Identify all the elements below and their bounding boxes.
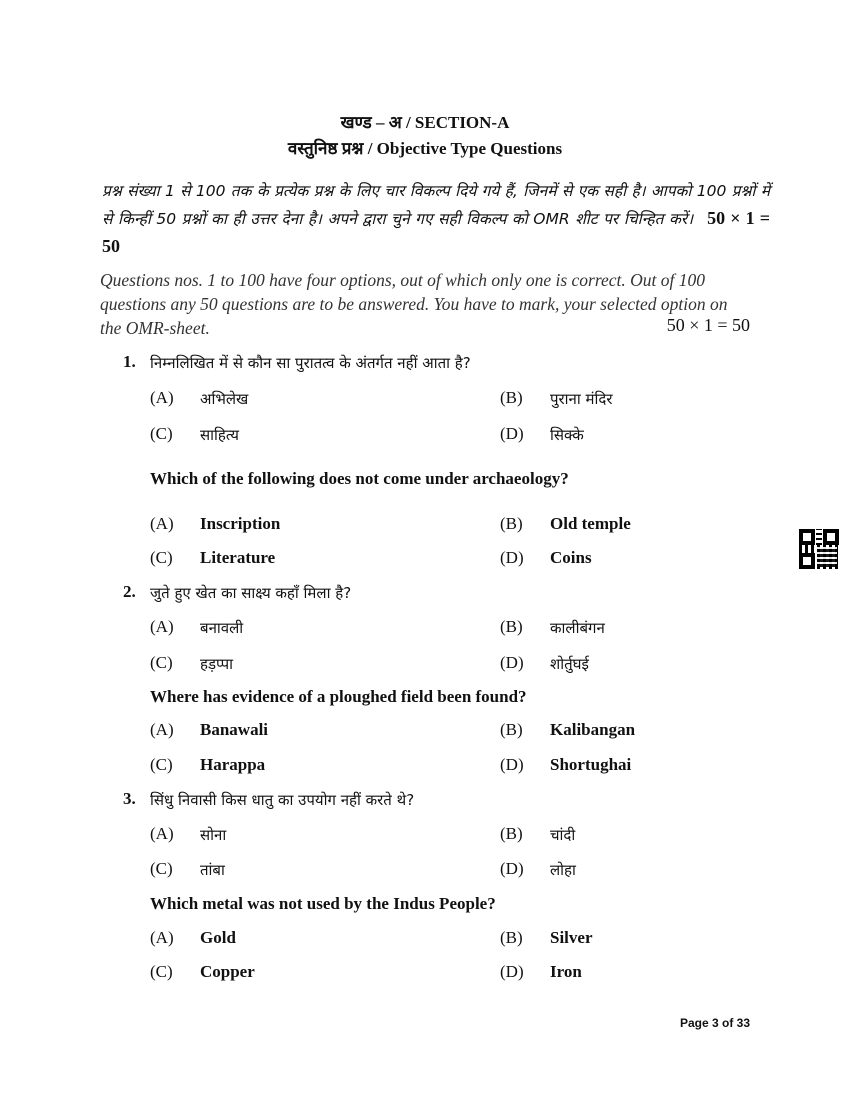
option-text: Old temple bbox=[550, 514, 631, 533]
option-key: (C) bbox=[150, 424, 173, 443]
section-title: खण्ड – अ / SECTION-A bbox=[340, 113, 510, 132]
question-number: 2. bbox=[123, 582, 136, 601]
option-key: (D) bbox=[500, 653, 524, 672]
option-text: शोर्तुघई bbox=[550, 655, 589, 673]
option-key: (A) bbox=[150, 388, 174, 407]
option-key: (B) bbox=[500, 514, 523, 533]
instructions-hindi bbox=[102, 178, 770, 261]
option-text: Coins bbox=[550, 548, 592, 567]
question-text-hindi: जुते हुए खेत का साक्ष्य कहाँ मिला है? bbox=[150, 584, 352, 602]
question-number: 3. bbox=[123, 789, 136, 808]
option-key: (A) bbox=[150, 824, 174, 843]
option-text: Harappa bbox=[200, 755, 266, 774]
option-key: (B) bbox=[500, 928, 523, 947]
option-key: (C) bbox=[150, 755, 173, 774]
instructions-english: Questions nos. 1 to 100 have four options, out of which only one is correct. Out of 100 questions any 50 questions are to be answered. You have to mark, your selected option on the OMR-sheet. bbox=[100, 270, 728, 338]
option-text: सिक्के bbox=[550, 426, 584, 444]
option-text: Shortughai bbox=[550, 755, 632, 774]
option-key: (C) bbox=[150, 859, 173, 878]
option-text: पुराना मंदिर bbox=[550, 390, 613, 408]
question-text-english: Which metal was not used by the Indus People? bbox=[150, 894, 496, 913]
option-key: (A) bbox=[150, 928, 174, 947]
qr-code bbox=[799, 529, 839, 569]
option-key: (C) bbox=[150, 548, 173, 567]
option-text: Iron bbox=[550, 962, 582, 981]
option-key: (A) bbox=[150, 514, 174, 533]
option-key: (D) bbox=[500, 859, 524, 878]
option-key: (B) bbox=[500, 617, 523, 636]
option-key: (A) bbox=[150, 720, 174, 739]
option-text: Silver bbox=[550, 928, 593, 947]
option-key: (D) bbox=[500, 962, 524, 981]
question-text-english: Which of the following does not come under archaeology? bbox=[150, 469, 569, 488]
option-text: Kalibangan bbox=[550, 720, 636, 739]
option-text: Banawali bbox=[200, 720, 269, 739]
option-key: (D) bbox=[500, 755, 524, 774]
option-text: अभिलेख bbox=[200, 390, 249, 408]
question-text-hindi: निम्नलिखित में से कौन सा पुरातत्व के अंतर्गत नहीं आता है? bbox=[150, 354, 471, 372]
option-text: Gold bbox=[200, 928, 236, 947]
option-key: (A) bbox=[150, 617, 174, 636]
option-key: (D) bbox=[500, 424, 524, 443]
section-subtitle: वस्तुनिष्ठ प्रश्न / Objective Type Questions bbox=[287, 139, 563, 158]
instructions-hindi-text: प्रश्न संख्या 1 से 100 तक के प्रत्येक प्रश्न के लिए चार विकल्प दिये गये हैं, जिनमें से एक सही है। आपको 100 प्रश्नों में से किन्हीं 50 प्रश्नों का ही उत्तर देना है। अपने द्वारा चुने गए सही विकल्प को OMR शीट पर चिन्हित करें। bbox=[102, 182, 770, 228]
question-number: 1. bbox=[123, 352, 136, 371]
option-text: बनावली bbox=[200, 619, 244, 637]
option-text: हड़प्पा bbox=[200, 655, 234, 673]
page-number: Page 3 of 33 bbox=[679, 1016, 750, 1030]
option-key: (C) bbox=[150, 962, 173, 981]
option-key: (B) bbox=[500, 720, 523, 739]
instructions-hindi-marks: 50 × 1 = 50 bbox=[102, 208, 770, 256]
option-key: (D) bbox=[500, 548, 524, 567]
option-text: कालीबंगन bbox=[550, 619, 605, 637]
option-text: तांबा bbox=[200, 861, 225, 879]
option-text: चांदी bbox=[550, 826, 576, 844]
option-text: सोना bbox=[200, 826, 227, 844]
option-text: साहित्य bbox=[200, 426, 239, 444]
option-key: (B) bbox=[500, 824, 523, 843]
option-text: Copper bbox=[200, 962, 255, 981]
instructions-english-marks: 50 × 1 = 50 bbox=[666, 315, 750, 335]
option-key: (C) bbox=[150, 653, 173, 672]
option-key: (B) bbox=[500, 388, 523, 407]
question-text-hindi: सिंधु निवासी किस धातु का उपयोग नहीं करते थे? bbox=[150, 791, 415, 809]
question-text-english: Where has evidence of a ploughed field been found? bbox=[150, 687, 527, 706]
qr-code-pattern bbox=[816, 529, 822, 545]
option-text: Literature bbox=[200, 548, 276, 567]
option-text: लोहा bbox=[550, 861, 576, 879]
option-text: Inscription bbox=[200, 514, 281, 533]
